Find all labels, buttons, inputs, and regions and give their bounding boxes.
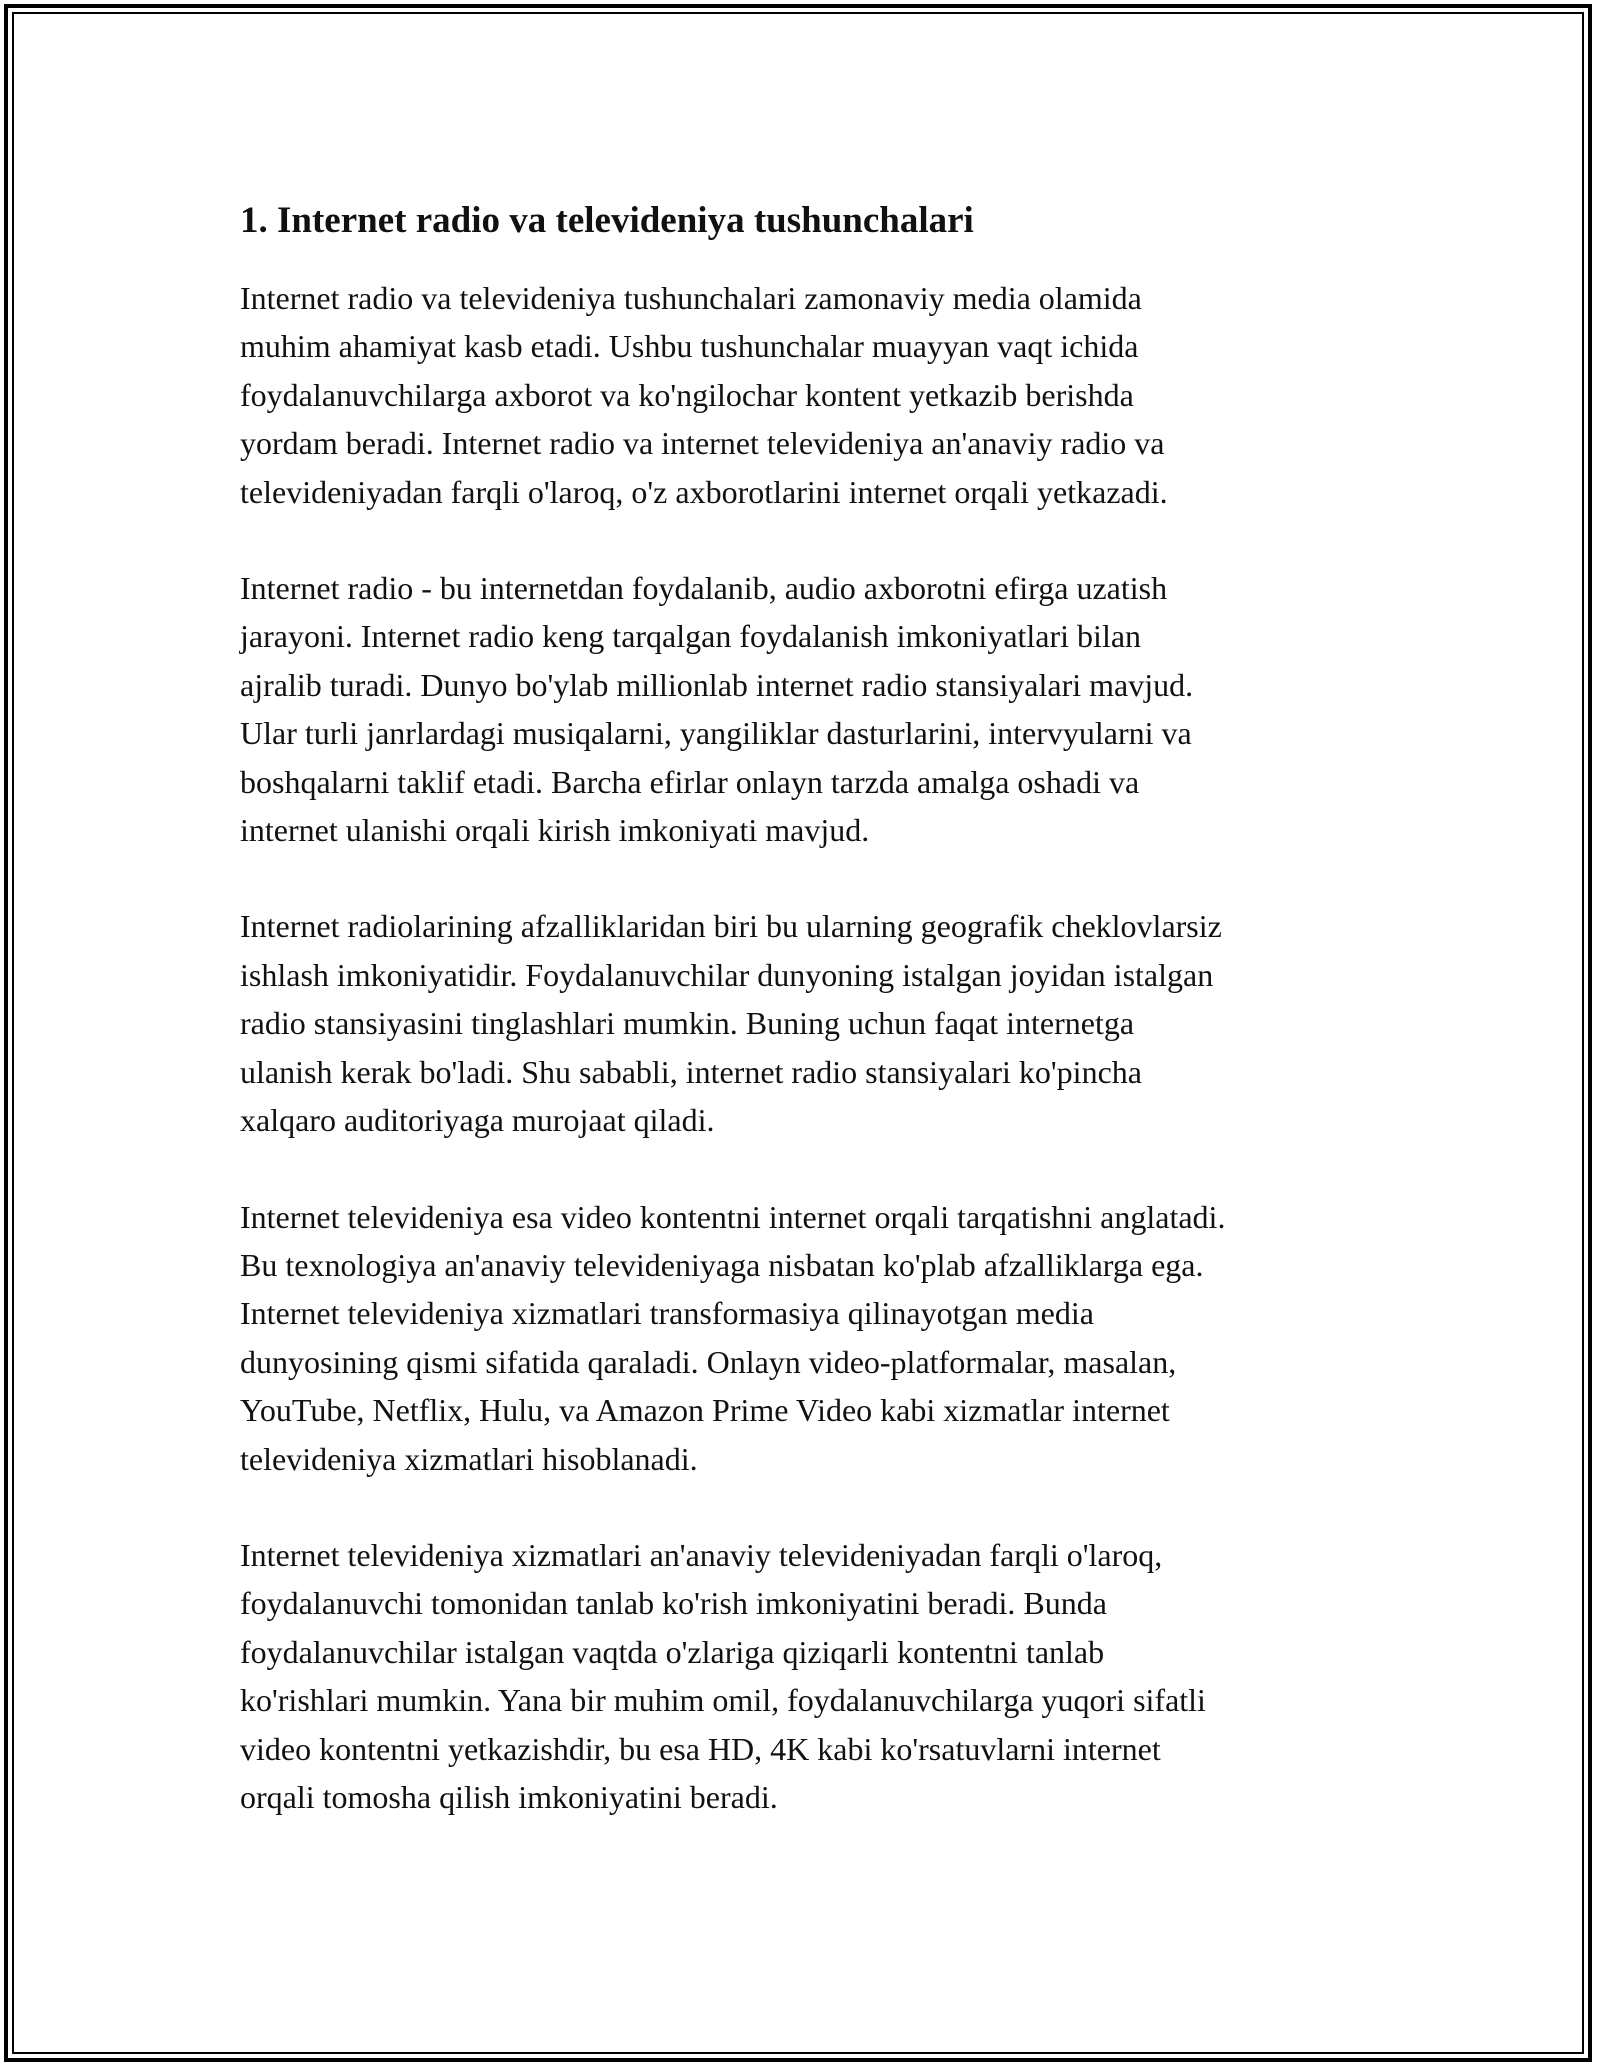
paragraph-intro: Internet radio va televideniya tushunchalari zamonaviy media olamida muhim ahamiyat kasb etadi. Ushbu tushunchalar muayyan vaqt ichida foydalanuvchilarga axborot va ko'ngilochar kontent yetkazib berishda yordam beradi. Internet radio va internet televideniya an'anaviy radio va televideniyadan farqli o'laroq, o'z axborotlarini internet orqali yetkazadi.: [240, 280, 1168, 510]
paragraph-internet-radio: Internet radio - bu internetdan foydalanib, audio axborotni efirga uzatish jarayoni. Internet radio keng tarqalgan foydalanish imkoniyatlari bilan ajralib turadi. Dunyo bo'ylab millionlab internet radio stansiyalari mavjud. Ular turli janrlardagi musiqalarni, yangiliklar dasturlarini, intervyularni va boshqalarni taklif etadi. Barcha efirlar onlayn tarzda amalga oshadi va internet ulanishi orqali kirish imkoniyati mavjud.: [240, 570, 1194, 849]
paragraph-radio-advantages: Internet radiolarining afzalliklaridan biri bu ularning geografik cheklovlarsiz ishlash imkoniyatidir. Foydalanuvchilar dunyoning istalgan joyidan istalgan radio stansiyasini tinglashlari mumkin. Buning uchun faqat internetga ulanish kerak bo'ladi. Shu sababli, internet radio stansiyalari ko'pincha xalqaro auditoriyaga murojaat qiladi.: [240, 908, 1222, 1139]
paragraph-television-services: Internet televideniya xizmatlari an'anaviy televideniyadan farqli o'laroq, foydalanuvchi tomonidan tanlab ko'rish imkoniyatini beradi. Bunda foydalanuvchilar istalgan vaqtda o'zlariga qiziqarli kontentni tanlab ko'rishlari mumkin. Yana bir muhim omil, foydalanuvchilarga yuqori sifatli video kontentni yetkazishdir, bu esa HD, 4K kabi ko'rsatuvlarni internet orqali tomosha qilish imkoniyatini beradi.: [240, 1536, 1206, 1815]
page-frame: [4, 4, 1592, 2062]
document-content: [240, 194, 1400, 1869]
paragraph-internet-television: Internet televideniya esa video kontentni internet orqali tarqatishni anglatadi. Bu texnologiya an'anaviy televideniyaga nisbatan ko'plab afzalliklarga ega. Internet televideniya xizmatlari transformasiya qilinayotgan media dunyosining qismi sifatida qaraladi. Onlayn video-platformalar, masalan, YouTube, Netflix, Hulu, va Amazon Prime Video kabi xizmatlar internet televideniya xizmatlari hisoblanadi.: [240, 1198, 1226, 1477]
section-heading: 1. Internet radio va televideniya tushunchalari: [240, 200, 974, 241]
